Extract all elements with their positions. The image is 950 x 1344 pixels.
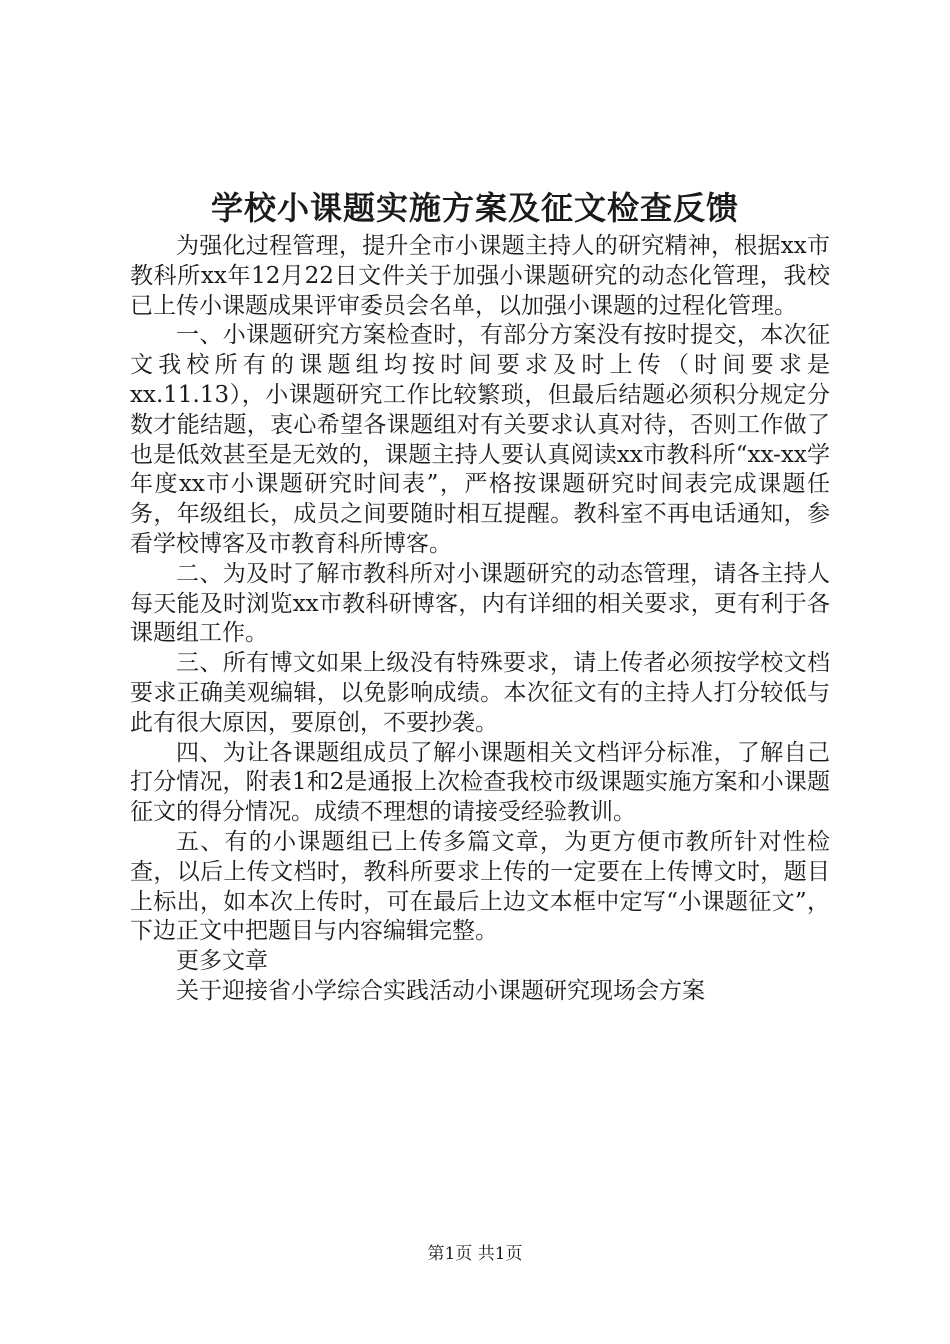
section-4-paragraph: 四、为让各课题组成员了解小课题相关文档评分标准，了解自己打分情况，附表1和2是通报上次检查我校市级课题实施方案和小课题征文的得分情况。成绩不理想的请接受经验教训。 <box>130 739 830 826</box>
document-body <box>130 232 830 1007</box>
intro-paragraph: 为强化过程管理，提升全市小课题主持人的研究精神，根据xx市教科所xx年12月22日文件关于加强小课题研究的动态化管理，我校已上传小课题成果评审委员会名单，以加强小课题的过程化管理。 <box>130 233 830 319</box>
page-number-footer: 第1页 共1页 <box>427 1244 523 1264</box>
more-articles-label: 更多文章 <box>176 948 268 975</box>
section-3-paragraph: 三、所有博文如果上级没有特殊要求，请上传者必须按学校文档要求正确美观编辑，以免影响成绩。本次征文有的主持人打分较低与此有很大原因，要原创，不要抄袭。 <box>130 650 830 736</box>
section-5-paragraph: 五、有的小课题组已上传多篇文章，为更方便市教所针对性检查，以后上传文档时，教科所要求上传的一定要在上传博文时，题目上标出，如本次上传时，可在最后上边文本框中定写“小课题征文”，下边正文中把题目与内容编辑完整。 <box>130 828 830 945</box>
section-2-paragraph: 二、为及时了解市教科所对小课题研究的动态管理，请各主持人每天能及时浏览xx市教科研博客，内有详细的相关要求，更有利于各课题组工作。 <box>130 560 830 647</box>
section-1-paragraph: 一、小课题研究方案检查时，有部分方案没有按时提交，本次征文我校所有的课题组均按时间要求及时上传（时间要求是xx.11.13），小课题研究工作比较繁琐，但最后结题必须积分规定分数才能结题，衷心希望各课题组对有关要求认真对待，否则工作做了也是低效甚至是无效的，课题主持人要认真阅读xx市教科所“xx-xx学年度xx市小课题研究时间表”，严格按课题研究时间表完成课题任务，年级组长，成员之间要随时相互提醒。教科室不再电话通知，参看学校博客及市教育科所博客。 <box>130 322 830 557</box>
document-title: 学校小课题实施方案及征文检查反馈 <box>210 189 739 227</box>
related-article-link[interactable]: 关于迎接省小学综合实践活动小课题研究现场会方案 <box>176 977 705 1004</box>
